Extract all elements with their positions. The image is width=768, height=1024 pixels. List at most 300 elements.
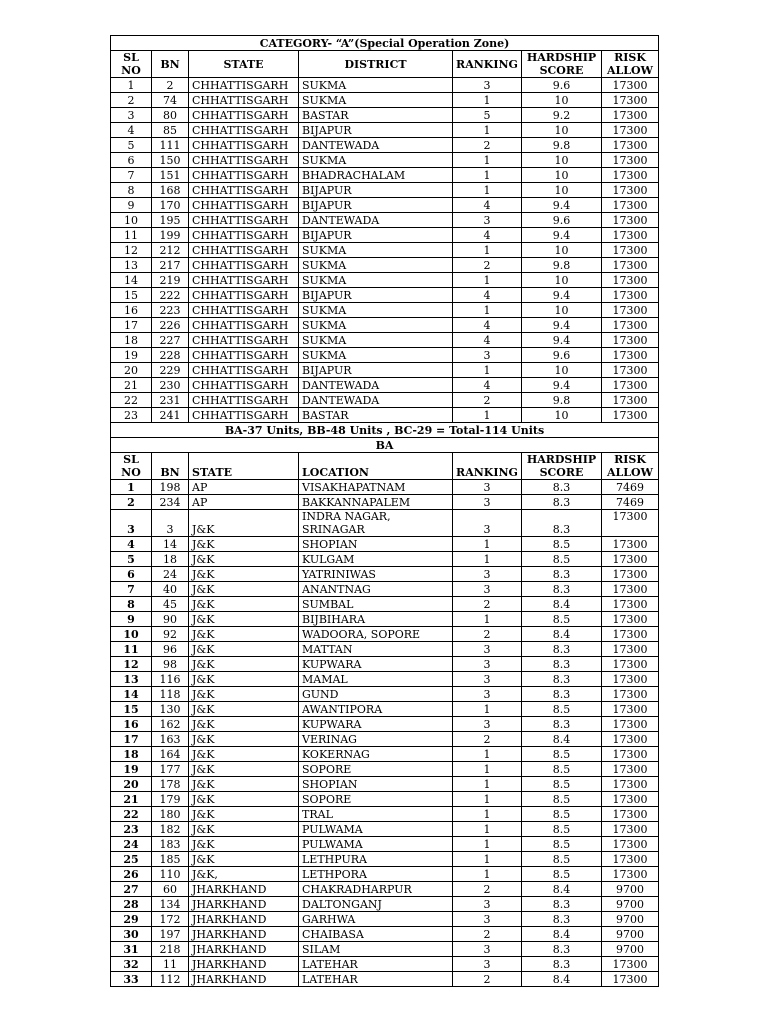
bn-cell: 183 [152, 837, 189, 852]
district-cell: DANTEWADA [299, 138, 453, 153]
district-cell: SUKMA [299, 78, 453, 93]
ranking-cell: 1 [453, 822, 522, 837]
location-cell: SOPORE [299, 792, 453, 807]
location-cell: YATRINIWAS [299, 567, 453, 582]
location-cell: LETHPURA [299, 852, 453, 867]
table-row [111, 348, 659, 363]
bn-cell: 229 [152, 363, 189, 378]
risk-cell: 9700 [602, 942, 659, 957]
ranking-cell: 3 [453, 912, 522, 927]
category-title: CATEGORY- “A”(Special Operation Zone) [111, 36, 659, 51]
sl-cell: 18 [111, 747, 152, 762]
units-summary: BA-37 Units, BB-48 Units , BC-29 = Total-114 Units [111, 423, 659, 438]
col-state-header: STATE [189, 51, 299, 78]
score-cell: 10 [522, 273, 602, 288]
state-cell: CHHATTISGARH [189, 153, 299, 168]
col-location-header: LOCATION [299, 453, 453, 480]
district-cell: SUKMA [299, 153, 453, 168]
score-cell: 8.5 [522, 867, 602, 882]
bn-cell: 178 [152, 777, 189, 792]
bn-cell: 80 [152, 108, 189, 123]
location-cell: SILAM [299, 942, 453, 957]
bn-cell: 130 [152, 702, 189, 717]
ranking-cell: 1 [453, 537, 522, 552]
bn-cell: 98 [152, 657, 189, 672]
risk-cell: 17300 [602, 822, 659, 837]
location-cell: TRAL [299, 807, 453, 822]
state-cell: JHARKHAND [189, 897, 299, 912]
table-row [111, 807, 659, 822]
sl-cell: 6 [111, 567, 152, 582]
score-cell: 8.5 [522, 852, 602, 867]
district-cell: BASTAR [299, 108, 453, 123]
bn-cell: 195 [152, 213, 189, 228]
sl-cell: 8 [111, 597, 152, 612]
ranking-cell: 1 [453, 123, 522, 138]
state-cell: J&K [189, 627, 299, 642]
bn-cell: 116 [152, 672, 189, 687]
score-cell: 8.5 [522, 747, 602, 762]
score-cell: 8.3 [522, 687, 602, 702]
state-cell: JHARKHAND [189, 882, 299, 897]
score-cell: 8.5 [522, 837, 602, 852]
ranking-cell: 3 [453, 717, 522, 732]
col-ranking-header: RANKING [453, 51, 522, 78]
bn-cell: 177 [152, 762, 189, 777]
risk-cell: 17300 [602, 777, 659, 792]
table-row [111, 480, 659, 495]
score-cell: 8.3 [522, 717, 602, 732]
state-cell: CHHATTISGARH [189, 258, 299, 273]
ranking-cell: 2 [453, 972, 522, 987]
state-cell: JHARKHAND [189, 912, 299, 927]
sl-cell: 30 [111, 927, 152, 942]
table-row [111, 777, 659, 792]
table-row [111, 510, 659, 537]
district-cell: BHADRACHALAM [299, 168, 453, 183]
ranking-cell: 2 [453, 597, 522, 612]
risk-cell: 17300 [602, 393, 659, 408]
ranking-cell: 1 [453, 183, 522, 198]
bn-cell: 197 [152, 927, 189, 942]
state-cell: CHHATTISGARH [189, 348, 299, 363]
risk-cell: 17300 [602, 762, 659, 777]
state-cell: J&K [189, 837, 299, 852]
state-cell: J&K [189, 702, 299, 717]
district-cell: SUKMA [299, 303, 453, 318]
sl-cell: 20 [111, 363, 152, 378]
sl-cell: 2 [111, 495, 152, 510]
district-cell: BASTAR [299, 408, 453, 423]
district-cell: BIJAPUR [299, 123, 453, 138]
risk-cell: 17300 [602, 627, 659, 642]
sl-cell: 4 [111, 123, 152, 138]
ranking-cell: 3 [453, 78, 522, 93]
risk-cell: 17300 [602, 552, 659, 567]
state-cell: CHHATTISGARH [189, 393, 299, 408]
ranking-cell: 3 [453, 642, 522, 657]
bn-cell: 45 [152, 597, 189, 612]
risk-cell: 17300 [602, 333, 659, 348]
table-row [111, 168, 659, 183]
state-cell: J&K [189, 852, 299, 867]
bn-cell: 85 [152, 123, 189, 138]
location-cell: INDRA NAGAR, SRINAGAR [299, 510, 453, 537]
risk-cell: 17300 [602, 213, 659, 228]
risk-cell: 17300 [602, 363, 659, 378]
risk-cell: 17300 [602, 198, 659, 213]
risk-cell: 17300 [602, 837, 659, 852]
location-cell: KUPWARA [299, 717, 453, 732]
score-cell: 8.4 [522, 927, 602, 942]
table-row [111, 108, 659, 123]
location-cell: VERINAG [299, 732, 453, 747]
sl-cell: 23 [111, 822, 152, 837]
ranking-cell: 1 [453, 303, 522, 318]
bn-cell: 2 [152, 78, 189, 93]
ranking-cell: 1 [453, 363, 522, 378]
sl-cell: 9 [111, 198, 152, 213]
location-cell: SUMBAL [299, 597, 453, 612]
bn-cell: 228 [152, 348, 189, 363]
sl-cell: 19 [111, 762, 152, 777]
sl-cell: 15 [111, 702, 152, 717]
state-cell: J&K [189, 822, 299, 837]
state-cell: J&K [189, 732, 299, 747]
risk-cell: 17300 [602, 108, 659, 123]
sl-cell: 5 [111, 552, 152, 567]
ranking-cell: 5 [453, 108, 522, 123]
risk-cell: 9700 [602, 897, 659, 912]
sl-cell: 11 [111, 228, 152, 243]
sl-cell: 1 [111, 480, 152, 495]
risk-cell: 17300 [602, 153, 659, 168]
bn-cell: 226 [152, 318, 189, 333]
ranking-cell: 3 [453, 348, 522, 363]
score-cell: 9.6 [522, 348, 602, 363]
score-cell: 8.5 [522, 612, 602, 627]
table-row [111, 318, 659, 333]
ranking-cell: 3 [453, 213, 522, 228]
state-cell: CHHATTISGARH [189, 408, 299, 423]
col-bn-header: BN [152, 453, 189, 480]
risk-cell: 17300 [602, 138, 659, 153]
score-cell: 8.4 [522, 882, 602, 897]
score-cell: 9.2 [522, 108, 602, 123]
ranking-cell: 4 [453, 198, 522, 213]
score-cell: 8.3 [522, 942, 602, 957]
district-cell: DANTEWADA [299, 378, 453, 393]
risk-cell: 17300 [602, 258, 659, 273]
risk-cell: 17300 [602, 123, 659, 138]
sl-cell: 24 [111, 837, 152, 852]
district-cell: SUKMA [299, 318, 453, 333]
table-row [111, 762, 659, 777]
state-cell: CHHATTISGARH [189, 363, 299, 378]
risk-cell: 17300 [602, 567, 659, 582]
ranking-cell: 4 [453, 228, 522, 243]
location-cell: CHAIBASA [299, 927, 453, 942]
bn-cell: 60 [152, 882, 189, 897]
sl-cell: 26 [111, 867, 152, 882]
bn-cell: 234 [152, 495, 189, 510]
location-cell: MATTAN [299, 642, 453, 657]
district-cell: DANTEWADA [299, 213, 453, 228]
ranking-cell: 1 [453, 612, 522, 627]
bn-cell: 150 [152, 153, 189, 168]
risk-cell: 9700 [602, 927, 659, 942]
table-row [111, 78, 659, 93]
score-cell: 8.5 [522, 537, 602, 552]
table-row [111, 702, 659, 717]
risk-cell: 17300 [602, 228, 659, 243]
table-row [111, 378, 659, 393]
bn-cell: 111 [152, 138, 189, 153]
district-cell: BIJAPUR [299, 183, 453, 198]
sl-cell: 7 [111, 582, 152, 597]
table-row [111, 687, 659, 702]
ranking-cell: 1 [453, 762, 522, 777]
ranking-cell: 2 [453, 927, 522, 942]
sl-cell: 3 [111, 108, 152, 123]
bn-cell: 172 [152, 912, 189, 927]
ranking-cell: 4 [453, 378, 522, 393]
bn-cell: 151 [152, 168, 189, 183]
state-cell: J&K [189, 657, 299, 672]
score-cell: 8.5 [522, 702, 602, 717]
sl-cell: 15 [111, 288, 152, 303]
location-cell: GUND [299, 687, 453, 702]
sl-cell: 16 [111, 717, 152, 732]
location-cell: KUPWARA [299, 657, 453, 672]
risk-cell: 17300 [602, 273, 659, 288]
ranking-cell: 1 [453, 867, 522, 882]
district-cell: BIJAPUR [299, 198, 453, 213]
sl-cell: 3 [111, 510, 152, 537]
risk-cell: 17300 [602, 288, 659, 303]
location-cell: BAKKANNAPALEM [299, 495, 453, 510]
risk-cell: 17300 [602, 732, 659, 747]
state-cell: J&K [189, 777, 299, 792]
score-cell: 10 [522, 303, 602, 318]
table-row [111, 537, 659, 552]
table-row [111, 258, 659, 273]
state-cell: J&K [189, 642, 299, 657]
sl-cell: 22 [111, 393, 152, 408]
state-cell: CHHATTISGARH [189, 183, 299, 198]
table-row [111, 792, 659, 807]
col-state-header: STATE [189, 453, 299, 480]
table-row [111, 213, 659, 228]
bn-cell: 219 [152, 273, 189, 288]
state-cell: CHHATTISGARH [189, 288, 299, 303]
sl-cell: 20 [111, 777, 152, 792]
table-row [111, 153, 659, 168]
sl-cell: 22 [111, 807, 152, 822]
table-row [111, 852, 659, 867]
state-cell: CHHATTISGARH [189, 243, 299, 258]
risk-cell: 17300 [602, 807, 659, 822]
risk-cell: 17300 [602, 168, 659, 183]
state-cell: CHHATTISGARH [189, 168, 299, 183]
sl-cell: 27 [111, 882, 152, 897]
state-cell: JHARKHAND [189, 927, 299, 942]
sl-cell: 28 [111, 897, 152, 912]
table-row [111, 657, 659, 672]
ranking-cell: 2 [453, 393, 522, 408]
ranking-cell: 1 [453, 792, 522, 807]
header-row-a [111, 51, 659, 78]
table-row [111, 243, 659, 258]
ba-section-title: BA [111, 438, 659, 453]
state-cell: AP [189, 495, 299, 510]
sl-cell: 5 [111, 138, 152, 153]
table-row [111, 627, 659, 642]
state-cell: CHHATTISGARH [189, 333, 299, 348]
score-cell: 8.3 [522, 957, 602, 972]
state-cell: J&K [189, 510, 299, 537]
sl-cell: 2 [111, 93, 152, 108]
risk-cell: 17300 [602, 867, 659, 882]
risk-cell: 17300 [602, 717, 659, 732]
state-cell: CHHATTISGARH [189, 213, 299, 228]
risk-cell: 17300 [602, 93, 659, 108]
table-row [111, 183, 659, 198]
bn-cell: 18 [152, 552, 189, 567]
risk-cell: 7469 [602, 495, 659, 510]
score-cell: 8.5 [522, 777, 602, 792]
risk-cell: 17300 [602, 972, 659, 987]
ranking-cell: 2 [453, 138, 522, 153]
location-cell: SHOPIAN [299, 777, 453, 792]
location-cell: KOKERNAG [299, 747, 453, 762]
table-row [111, 882, 659, 897]
bn-cell: 198 [152, 480, 189, 495]
bn-cell: 74 [152, 93, 189, 108]
ranking-cell: 3 [453, 672, 522, 687]
bn-cell: 170 [152, 198, 189, 213]
sl-cell: 11 [111, 642, 152, 657]
state-cell: JHARKHAND [189, 942, 299, 957]
state-cell: J&K [189, 717, 299, 732]
sl-cell: 14 [111, 687, 152, 702]
state-cell: CHHATTISGARH [189, 78, 299, 93]
sl-cell: 12 [111, 657, 152, 672]
score-cell: 8.3 [522, 657, 602, 672]
district-cell: SUKMA [299, 258, 453, 273]
state-cell: AP [189, 480, 299, 495]
table-row [111, 912, 659, 927]
score-cell: 9.4 [522, 378, 602, 393]
table-row [111, 288, 659, 303]
state-cell: J&K [189, 807, 299, 822]
bn-cell: 11 [152, 957, 189, 972]
bn-cell: 217 [152, 258, 189, 273]
location-cell: PULWAMA [299, 837, 453, 852]
risk-cell: 17300 [602, 243, 659, 258]
risk-cell: 17300 [602, 348, 659, 363]
bn-cell: 199 [152, 228, 189, 243]
sl-cell: 17 [111, 318, 152, 333]
bn-cell: 14 [152, 537, 189, 552]
table-row [111, 582, 659, 597]
table-row [111, 642, 659, 657]
sl-cell: 32 [111, 957, 152, 972]
bn-cell: 241 [152, 408, 189, 423]
ranking-cell: 1 [453, 807, 522, 822]
district-cell: BIJAPUR [299, 228, 453, 243]
state-cell: CHHATTISGARH [189, 273, 299, 288]
risk-cell: 17300 [602, 510, 659, 537]
score-cell: 9.8 [522, 138, 602, 153]
risk-cell: 17300 [602, 582, 659, 597]
table-row [111, 495, 659, 510]
bn-cell: 231 [152, 393, 189, 408]
table-row [111, 612, 659, 627]
ranking-cell: 3 [453, 582, 522, 597]
score-cell: 8.3 [522, 642, 602, 657]
ranking-cell: 2 [453, 627, 522, 642]
table-row [111, 138, 659, 153]
bn-cell: 3 [152, 510, 189, 537]
location-cell: VISAKHAPATNAM [299, 480, 453, 495]
risk-cell: 17300 [602, 597, 659, 612]
state-cell: CHHATTISGARH [189, 228, 299, 243]
risk-cell: 9700 [602, 912, 659, 927]
district-cell: DANTEWADA [299, 393, 453, 408]
bn-cell: 227 [152, 333, 189, 348]
location-cell: MAMAL [299, 672, 453, 687]
sl-cell: 16 [111, 303, 152, 318]
ranking-cell: 3 [453, 942, 522, 957]
ranking-cell: 3 [453, 657, 522, 672]
score-cell: 9.4 [522, 198, 602, 213]
location-cell: DALTONGANJ [299, 897, 453, 912]
sl-cell: 6 [111, 153, 152, 168]
sl-cell: 29 [111, 912, 152, 927]
state-cell: J&K [189, 612, 299, 627]
location-cell: PULWAMA [299, 822, 453, 837]
sl-cell: 12 [111, 243, 152, 258]
sl-cell: 1 [111, 78, 152, 93]
score-cell: 8.3 [522, 672, 602, 687]
ranking-cell: 3 [453, 495, 522, 510]
score-cell: 8.4 [522, 732, 602, 747]
table-row [111, 198, 659, 213]
risk-cell: 17300 [602, 687, 659, 702]
bn-cell: 180 [152, 807, 189, 822]
bn-cell: 163 [152, 732, 189, 747]
bn-cell: 110 [152, 867, 189, 882]
ranking-cell: 1 [453, 93, 522, 108]
score-cell: 8.3 [522, 912, 602, 927]
location-cell: WADOORA, SOPORE [299, 627, 453, 642]
table-row [111, 942, 659, 957]
bn-cell: 212 [152, 243, 189, 258]
bn-cell: 162 [152, 717, 189, 732]
table-row [111, 567, 659, 582]
score-cell: 9.8 [522, 393, 602, 408]
col-risk-header: RISK ALLOW [602, 453, 659, 480]
risk-cell: 17300 [602, 612, 659, 627]
location-cell: LATEHAR [299, 972, 453, 987]
location-cell: KULGAM [299, 552, 453, 567]
bn-cell: 118 [152, 687, 189, 702]
sl-cell: 4 [111, 537, 152, 552]
bn-cell: 185 [152, 852, 189, 867]
ranking-cell: 4 [453, 318, 522, 333]
score-cell: 9.4 [522, 333, 602, 348]
